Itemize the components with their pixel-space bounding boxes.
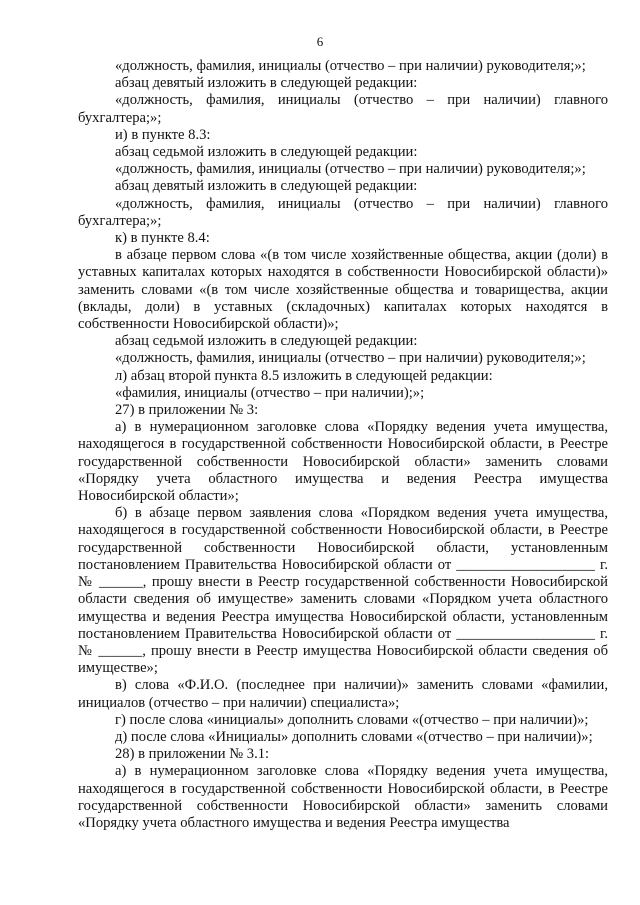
paragraph: д) после слова «Инициалы» дополнить словами «(отчество – при наличии)»; — [115, 728, 593, 745]
paragraph: абзац седьмой изложить в следующей редакции: — [115, 333, 418, 350]
paragraph: б) в абзаце первом заявления слова «Порядком ведения учета имущества, находящегося в государственной собственности Новосибирской области, в Реестре государственной собственности Новосибирской области, установленным постановлением Правительства Новосибирской области от ___________________ г. № ______, прошу внести в Реестр государственной собственности Новосибирской области сведения об имуществе» заменить словами «Порядком учета областного имущества и ведения Реестра имущества Новосибирской области, установленным постановлением Правительства Новосибирской области от ___________________ г. № ______, прошу внести в Реестр имущества Новосибирской области сведения об имуществе»; — [78, 505, 608, 677]
page-number: 6 — [316, 34, 324, 49]
paragraph: л) абзац второй пункта 8.5 изложить в следующей редакции: — [115, 367, 493, 384]
paragraph: а) в нумерационном заголовке слова «Порядку ведения учета имущества, находящегося в государственной собственности Новосибирской области, в Реестре государственной собственности Новосибирской области» заменить словами «Порядку учета областного имущества и ведения Реестра имущества Новосибирской области»; — [78, 419, 608, 505]
paragraph: абзац девятый изложить в следующей редакции: — [115, 75, 418, 92]
document-body — [78, 58, 608, 832]
paragraph: «должность, фамилия, инициалы (отчество – при наличии) главного бухгалтера;»; — [78, 92, 608, 126]
paragraph: 28) в приложении № 3.1: — [115, 746, 270, 763]
paragraph: а) в нумерационном заголовке слова «Порядку ведения учета имущества, находящегося в государственной собственности Новосибирской области, в Реестре государственной собственности Новосибирской области» заменить словами «Порядку учета областного имущества и ведения Реестра имущества — [78, 763, 608, 831]
paragraph: «фамилия, инициалы (отчество – при наличии);»; — [115, 384, 425, 401]
paragraph: «должность, фамилия, инициалы (отчество – при наличии) руководителя;»; — [115, 350, 586, 367]
paragraph: в абзаце первом слова «(в том числе хозяйственные общества, акции (доли) в уставных капиталах которых находятся в собственности Новосибирской области)» заменить словами «(в том числе хозяйственные общества и товарищества, акции (вклады, доли) в уставных (складочных) капиталах которых находятся в собственности Новосибирской области)»; — [78, 247, 608, 333]
paragraph: г) после слова «инициалы» дополнить словами «(отчество – при наличии)»; — [115, 711, 589, 728]
paragraph: «должность, фамилия, инициалы (отчество – при наличии) главного бухгалтера;»; — [78, 195, 608, 229]
paragraph: абзац седьмой изложить в следующей редакции: — [115, 144, 418, 161]
paragraph: «должность, фамилия, инициалы (отчество – при наличии) руководителя;»; — [115, 58, 586, 74]
paragraph: «должность, фамилия, инициалы (отчество – при наличии) руководителя;»; — [115, 161, 586, 178]
paragraph: и) в пункте 8.3: — [115, 126, 211, 143]
paragraph: к) в пункте 8.4: — [115, 230, 210, 247]
paragraph: 27) в приложении № 3: — [115, 402, 259, 419]
paragraph: абзац девятый изложить в следующей редакции: — [115, 178, 418, 195]
paragraph: в) слова «Ф.И.О. (последнее при наличии)» заменить словами «фамилии, инициалов (отчество – при наличии) специалиста»; — [78, 677, 608, 711]
